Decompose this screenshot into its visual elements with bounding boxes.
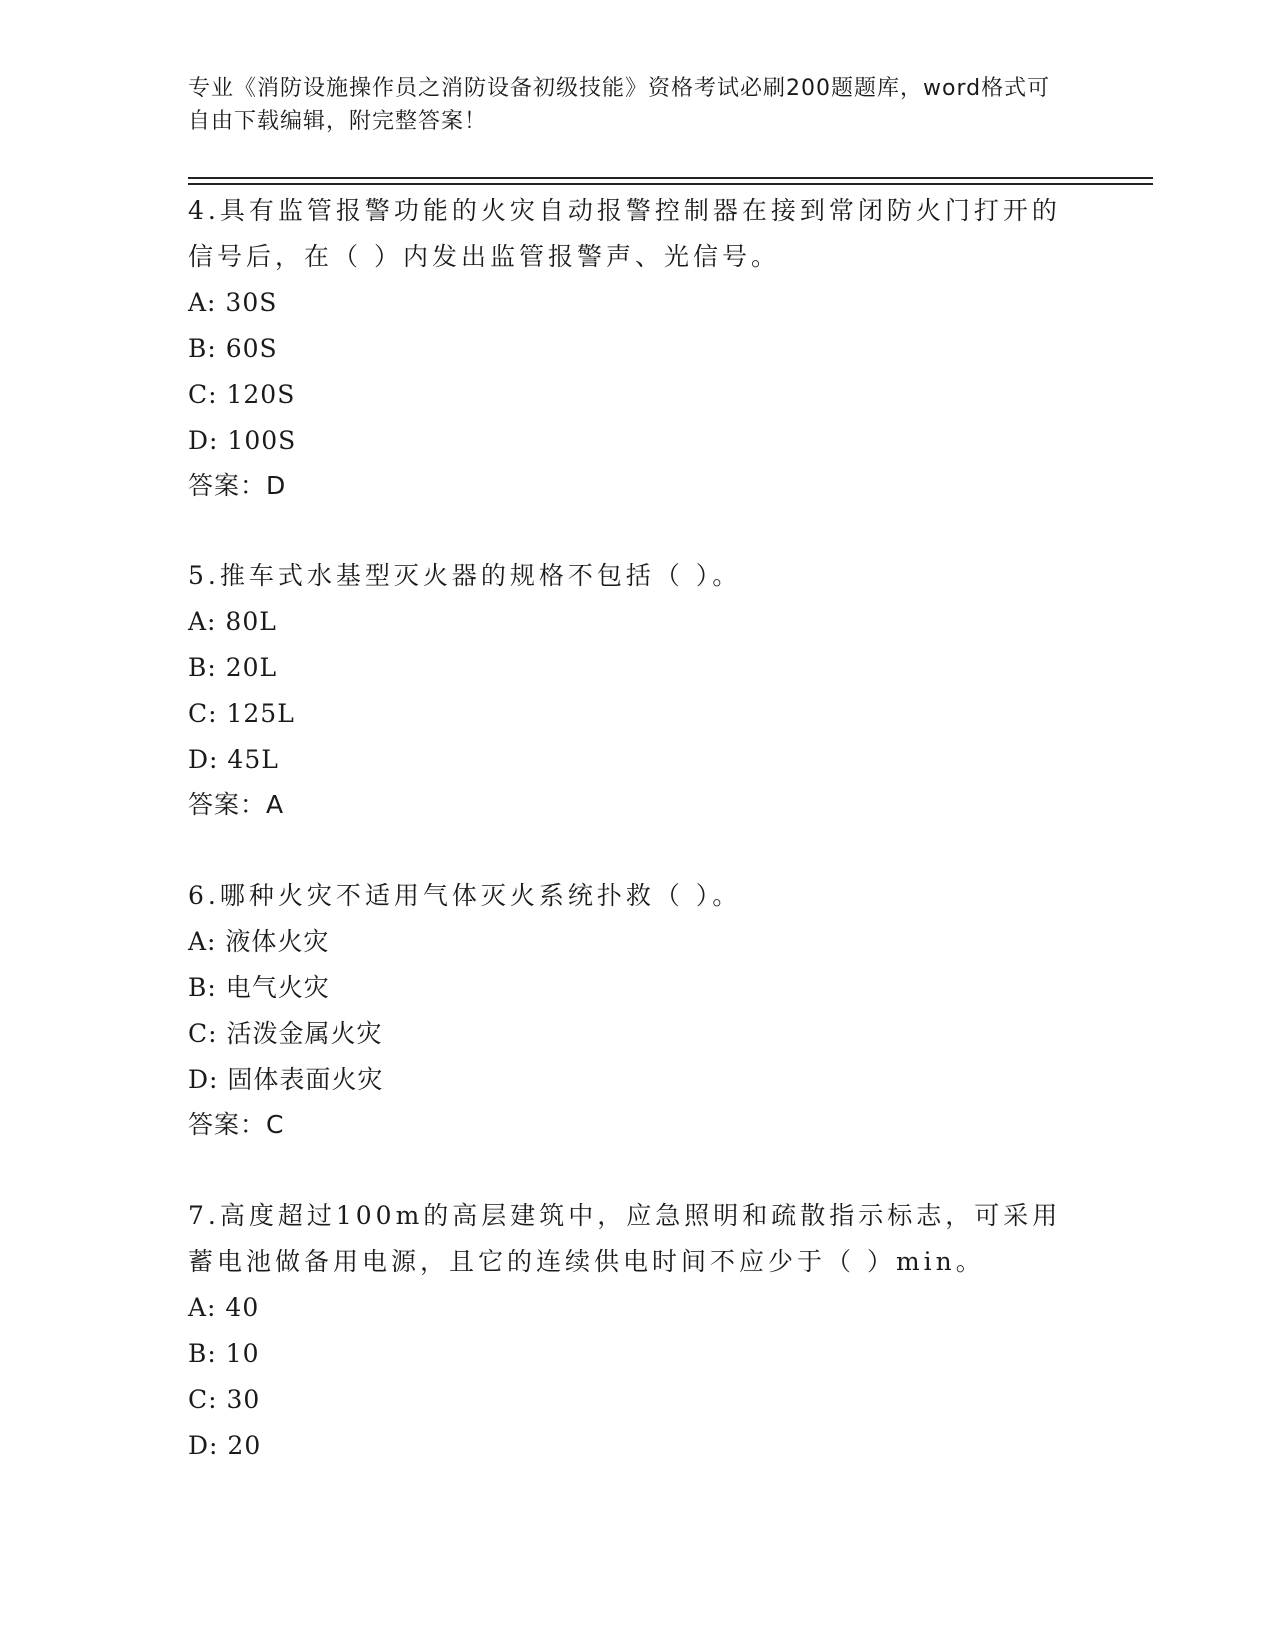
option-c: C: 120S: [188, 380, 296, 409]
option-a: A: 40: [188, 1293, 260, 1322]
question-stem: 5.推车式水基型灭火器的规格不包括（ ）。: [188, 561, 742, 590]
answer-label: 答案：C: [188, 1110, 285, 1139]
question-6: [188, 873, 1088, 1147]
option-d: D: 100S: [188, 426, 297, 455]
option-a: A: 80L: [188, 607, 277, 636]
answer-label: 答案：A: [188, 790, 285, 819]
question-5: [188, 553, 1088, 827]
question-stem: 7.高度超过100m的高层建筑中，应急照明和疏散指示标志，可采用蓄电池做备用电源，且它的连续供电时间不应少于（ ）min。: [188, 1201, 1062, 1276]
option-d: D: 20: [188, 1431, 262, 1460]
option-b: B: 60S: [188, 334, 278, 363]
answer-label: 答案：D: [188, 471, 287, 500]
header-divider-top: [188, 177, 1153, 179]
question-stem: 4.具有监管报警功能的火灾自动报警控制器在接到常闭防火门打开的信号后，在（ ）内发出监管报警声、光信号。: [188, 196, 1061, 271]
option-c: C: 活泼金属火灾: [188, 1019, 383, 1048]
option-a: A: 30S: [188, 288, 278, 317]
header-divider-bottom: [188, 183, 1153, 185]
option-c: C: 125L: [188, 699, 295, 728]
option-d: D: 45L: [188, 745, 279, 774]
question-7: [188, 1193, 1088, 1469]
option-b: B: 10: [188, 1339, 260, 1368]
document-header: 专业《消防设施操作员之消防设备初级技能》资格考试必刷200题题库，word格式可自由下载编辑，附完整答案！: [188, 76, 1051, 134]
option-a: A: 液体火灾: [188, 927, 330, 956]
question-stem: 6.哪种火灾不适用气体灭火系统扑救（ ）。: [188, 881, 742, 910]
option-b: B: 电气火灾: [188, 973, 330, 1002]
question-4: [188, 188, 1088, 508]
option-b: B: 20L: [188, 653, 278, 682]
option-c: C: 30: [188, 1385, 261, 1414]
option-d: D: 固体表面火灾: [188, 1065, 384, 1094]
